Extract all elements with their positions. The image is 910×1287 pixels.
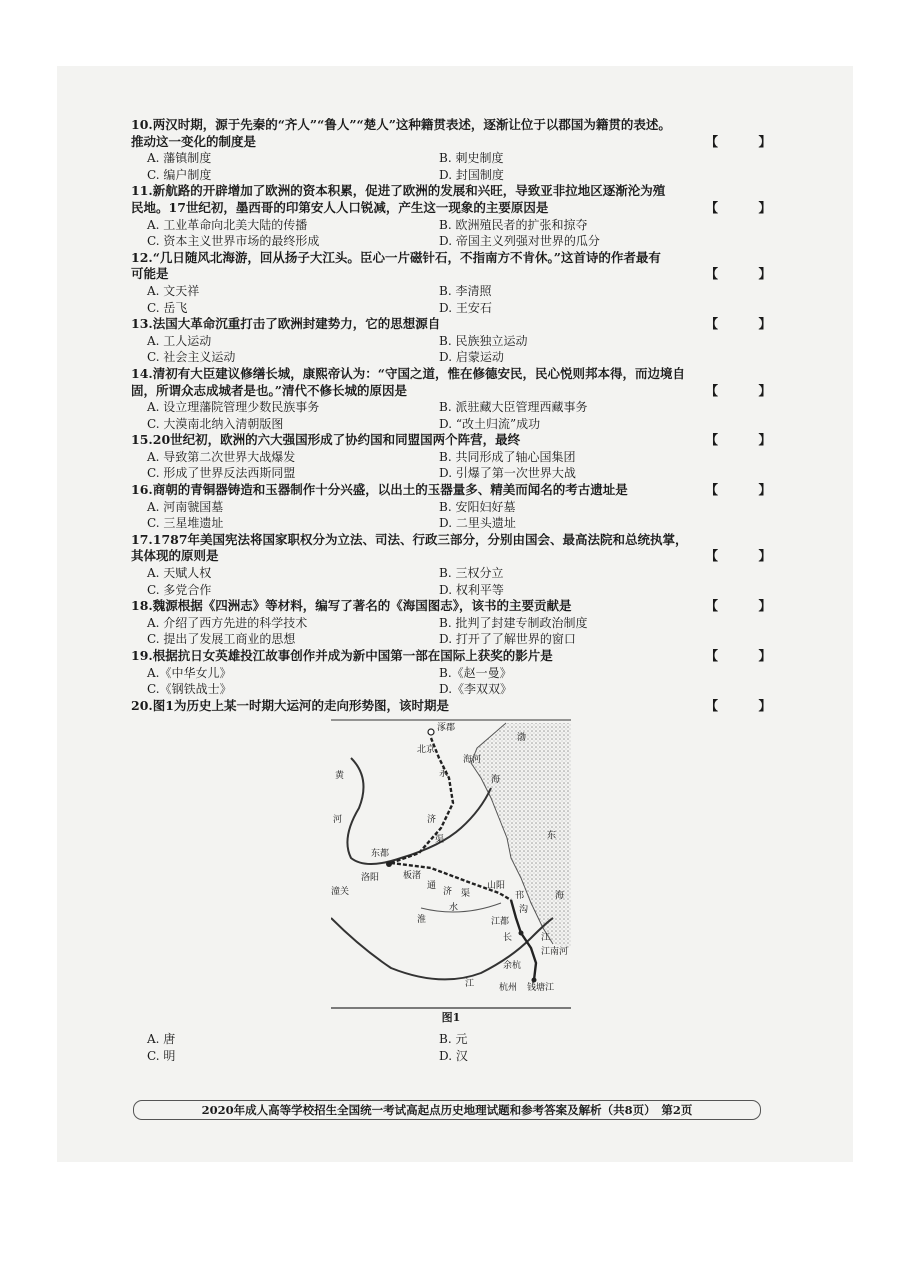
- answer-bracket: 【 】: [705, 266, 785, 282]
- answer-option: A. 天赋人权: [147, 566, 212, 581]
- question-stem-line: [131, 183, 771, 200]
- label-dongdu: 东都: [371, 849, 390, 860]
- label-bo: 渤: [517, 733, 527, 744]
- question-stem-line: [131, 133, 785, 151]
- answer-bracket: 【 】: [705, 133, 785, 149]
- answer-options: [131, 615, 771, 648]
- answer-options: [131, 150, 771, 183]
- answer-bracket: 【 】: [705, 648, 785, 663]
- answer-option: B. 民族独立运动: [439, 333, 528, 348]
- answer-bracket: 【 】: [705, 598, 785, 614]
- answer-bracket: 【 】: [705, 482, 785, 498]
- label-qu: 渠: [435, 835, 445, 846]
- question-list: [131, 117, 785, 1064]
- answer-option: D. 汉: [439, 1048, 468, 1063]
- answer-option: B. 安阳妇好墓: [439, 499, 516, 514]
- answer-option: C. 明: [147, 1048, 176, 1063]
- question-20: [131, 697, 785, 1064]
- label-shui: 水: [449, 903, 459, 914]
- question-stem-line: [131, 532, 771, 549]
- answer-options: [131, 665, 771, 698]
- answer-option: D.《李双双》: [439, 682, 513, 697]
- question-stem-line: [131, 316, 785, 333]
- answer-options: [131, 449, 771, 482]
- question-stem-line: [131, 382, 785, 400]
- answer-option: C. 提出了发展工商业的思想: [147, 632, 296, 647]
- question-stem-text: 16.商朝的青铜器铸造和玉器制作十分兴盛，以出土的玉器量多、精美而闻名的考古遗址是: [131, 482, 628, 498]
- answer-option: C. 岳飞: [147, 300, 188, 315]
- answer-option: B. 刺史制度: [439, 151, 504, 166]
- question-stem-text: 13.法国大革命沉重打击了欧洲封建势力，它的思想源自: [131, 316, 441, 332]
- label-huai: 淮: [417, 915, 427, 926]
- label-haihe: 海河: [463, 755, 482, 766]
- answer-option: B. 李清照: [439, 283, 492, 298]
- answer-option: A. 导致第二次世界大战爆发: [147, 449, 296, 464]
- question-stem-text: 民地。17世纪初，墨西哥的印第安人人口锐减，产生这一现象的主要原因是: [131, 199, 549, 215]
- label-zhuojun: 涿郡: [437, 723, 456, 734]
- answer-option: C. 多党合作: [147, 582, 212, 597]
- label-gou: 沟: [519, 905, 529, 916]
- label-hai1: 海: [491, 775, 501, 786]
- answer-options: [131, 399, 771, 432]
- answer-option: D. 打开了了解世界的窗口: [439, 632, 576, 647]
- label-jiang1: 江: [541, 933, 551, 944]
- answer-options: [131, 217, 771, 250]
- answer-option: D. 启蒙运动: [439, 350, 504, 365]
- answer-option: B. 批判了封建专制政治制度: [439, 615, 588, 630]
- label-dong: 东: [547, 831, 557, 842]
- page-footer: 2020年成人高等学校招生全国统一考试高起点历史地理试题和参考答案及解析（共8页） 第2页: [133, 1100, 761, 1120]
- label-hai2: 海: [555, 891, 565, 902]
- answer-bracket: 【 】: [705, 697, 785, 713]
- question-stem-line: [131, 266, 785, 283]
- label-beijing: 北京: [417, 745, 436, 756]
- answer-option: A. 唐: [147, 1031, 176, 1046]
- question-stem-text: 固，所谓众志成城者是也。”清代不修长城的原因是: [131, 382, 407, 398]
- answer-option: C. 形成了世界反法西斯同盟: [147, 466, 296, 481]
- question-stem-line: [131, 366, 771, 383]
- question-12: [131, 249, 785, 316]
- question-stem-line: [131, 199, 785, 217]
- question-stem-line: [131, 598, 785, 615]
- label-hangzhou: 杭州: [499, 983, 518, 994]
- answer-option: D. 引爆了第一次世界大战: [439, 466, 576, 481]
- label-he-w: 河: [333, 815, 343, 826]
- answer-options: [131, 1031, 771, 1064]
- question-stem-line: [131, 482, 785, 499]
- answer-option: A.《中华女儿》: [147, 665, 232, 680]
- answer-option: D. “改土归流”成功: [439, 416, 541, 431]
- question-stem-text: 12.“几日随风北海游，回从扬子大江头。臣心一片磁针石，不指南方不肯休。”这首诗的作者最有: [131, 249, 661, 265]
- huai-river: [421, 903, 501, 912]
- label-qu2: 渠: [461, 889, 471, 900]
- question-stem-text: 19.根据抗日女英雄投江故事创作并成为新中国第一部在国际上获奖的影片是: [131, 648, 553, 663]
- question-stem-text: 17.1787年美国宪法将国家职权分为立法、司法、行政三部分，分别由国会、最高法院和总统执掌，: [131, 531, 688, 547]
- answer-bracket: 【 】: [705, 382, 785, 398]
- question-stem-line: [131, 648, 785, 665]
- answer-bracket: 【 】: [705, 548, 785, 564]
- answer-option: C.《钢铁战士》: [147, 682, 232, 697]
- label-qiantang: 钱塘江: [527, 983, 555, 994]
- question-stem-line: [131, 250, 771, 267]
- city-jiangdu: [519, 931, 524, 936]
- label-jiangdu: 江都: [491, 917, 510, 928]
- answer-option: B. 元: [439, 1031, 468, 1046]
- figure-1: [331, 718, 571, 1027]
- answer-option: D. 帝国主义列强对世界的瓜分: [439, 234, 600, 249]
- answer-options: [131, 499, 771, 532]
- label-luoyang: 洛阳: [361, 873, 380, 884]
- question-stem-line: [131, 548, 785, 565]
- answer-option: C. 资本主义世界市场的最终形成: [147, 234, 320, 249]
- answer-option: B.《赵一曼》: [439, 665, 512, 680]
- answer-option: C. 编户制度: [147, 167, 212, 182]
- question-stem-line: [131, 432, 785, 449]
- answer-option: D. 王安石: [439, 300, 492, 315]
- answer-option: A. 介绍了西方先进的科学技术: [147, 615, 308, 630]
- question-stem-text: 可能是: [131, 266, 169, 282]
- question-stem-text: 15.20世纪初，欧洲的六大强国形成了协约国和同盟国两个阵营，最终: [131, 432, 521, 448]
- answer-option: A. 藩镇制度: [147, 151, 212, 166]
- label-bianqu: 板渚: [403, 871, 422, 882]
- answer-option: A. 工业革命向北美大陆的传播: [147, 217, 308, 232]
- question-stem-text: 10.两汉时期，源于先秦的“齐人”“鲁人”“楚人”这种籍贯表述，逐渐让位于以郡国为籍贯的表述。: [131, 117, 671, 132]
- answer-option: C. 社会主义运动: [147, 350, 236, 365]
- question-11: [131, 183, 785, 249]
- answer-option: B. 派驻藏大臣管理西藏事务: [439, 400, 588, 415]
- question-15: [131, 432, 785, 482]
- label-jiangnan: 江南河: [541, 947, 569, 958]
- label-shanyang: 山阳: [487, 881, 506, 892]
- answer-option: A. 设立理藩院管理少数民族事务: [147, 400, 320, 415]
- label-yuhang: 余杭: [503, 961, 522, 972]
- label-jiang2: 江: [465, 979, 475, 990]
- answer-option: B. 共同形成了轴心国集团: [439, 449, 576, 464]
- label-huang: 黄: [335, 771, 345, 782]
- question-stem-text: 14.清初有大臣建议修缮长城，康熙帝认为：“守国之道，惟在修德安民，民心悦则邦本得，而边境自: [131, 365, 685, 381]
- answer-option: D. 权利平等: [439, 582, 504, 597]
- answer-option: B. 欧洲殖民者的扩张和掠夺: [439, 217, 588, 232]
- figure-caption: 图1: [441, 1011, 461, 1025]
- answer-bracket: 【 】: [705, 199, 785, 215]
- city-luoyang: [386, 861, 392, 867]
- city-hangzhou: [532, 978, 537, 983]
- question-13: [131, 316, 785, 366]
- label-han: 邗: [515, 891, 525, 902]
- question-stem-text: 其体现的原则是: [131, 548, 219, 564]
- answer-option: A. 文天祥: [147, 283, 200, 298]
- label-tongguan: 潼关: [331, 887, 350, 898]
- question-stem-line: [131, 117, 771, 134]
- label-ji: 济: [427, 815, 437, 826]
- answer-option: A. 河南虢国墓: [147, 499, 224, 514]
- answer-option: C. 三星堆遗址: [147, 516, 224, 531]
- question-stem-line: [131, 697, 785, 715]
- answer-option: C. 大漠南北纳入清朝版图: [147, 416, 284, 431]
- question-stem-text: 20.图1为历史上某一时期大运河的走向形势图，该时期是: [131, 697, 449, 713]
- answer-option: A. 工人运动: [147, 333, 212, 348]
- label-tong: 通: [427, 881, 437, 892]
- label-chang: 长: [503, 933, 513, 944]
- question-stem-text: 11.新航路的开辟增加了欧洲的资本积累，促进了欧洲的发展和兴旺，导致亚非拉地区逐渐沦为殖: [131, 183, 666, 199]
- yellow-river: [347, 758, 491, 864]
- canal-map: [331, 718, 571, 1010]
- question-16: [131, 482, 785, 532]
- label-yong: 永: [439, 769, 449, 780]
- answer-option: D. 二里头遗址: [439, 516, 516, 531]
- question-17: [131, 531, 785, 598]
- answer-option: D. 封国制度: [439, 167, 504, 182]
- answer-bracket: 【 】: [705, 316, 785, 332]
- question-14: [131, 365, 785, 432]
- question-stem-text: 推动这一变化的制度是: [131, 133, 257, 149]
- answer-options: [131, 565, 771, 598]
- label-ji2: 济: [443, 887, 453, 898]
- scanned-page: [57, 66, 853, 1162]
- question-stem-text: 18.魏源根据《四洲志》等材料，编写了著名的《海国图志》，该书的主要贡献是: [131, 598, 572, 614]
- answer-options: [131, 333, 771, 366]
- question-10: [131, 117, 785, 183]
- answer-options: [131, 283, 771, 316]
- city-zhuojun: [428, 729, 434, 735]
- answer-option: B. 三权分立: [439, 566, 504, 581]
- question-19: [131, 648, 785, 698]
- question-18: [131, 598, 785, 648]
- answer-bracket: 【 】: [705, 432, 785, 448]
